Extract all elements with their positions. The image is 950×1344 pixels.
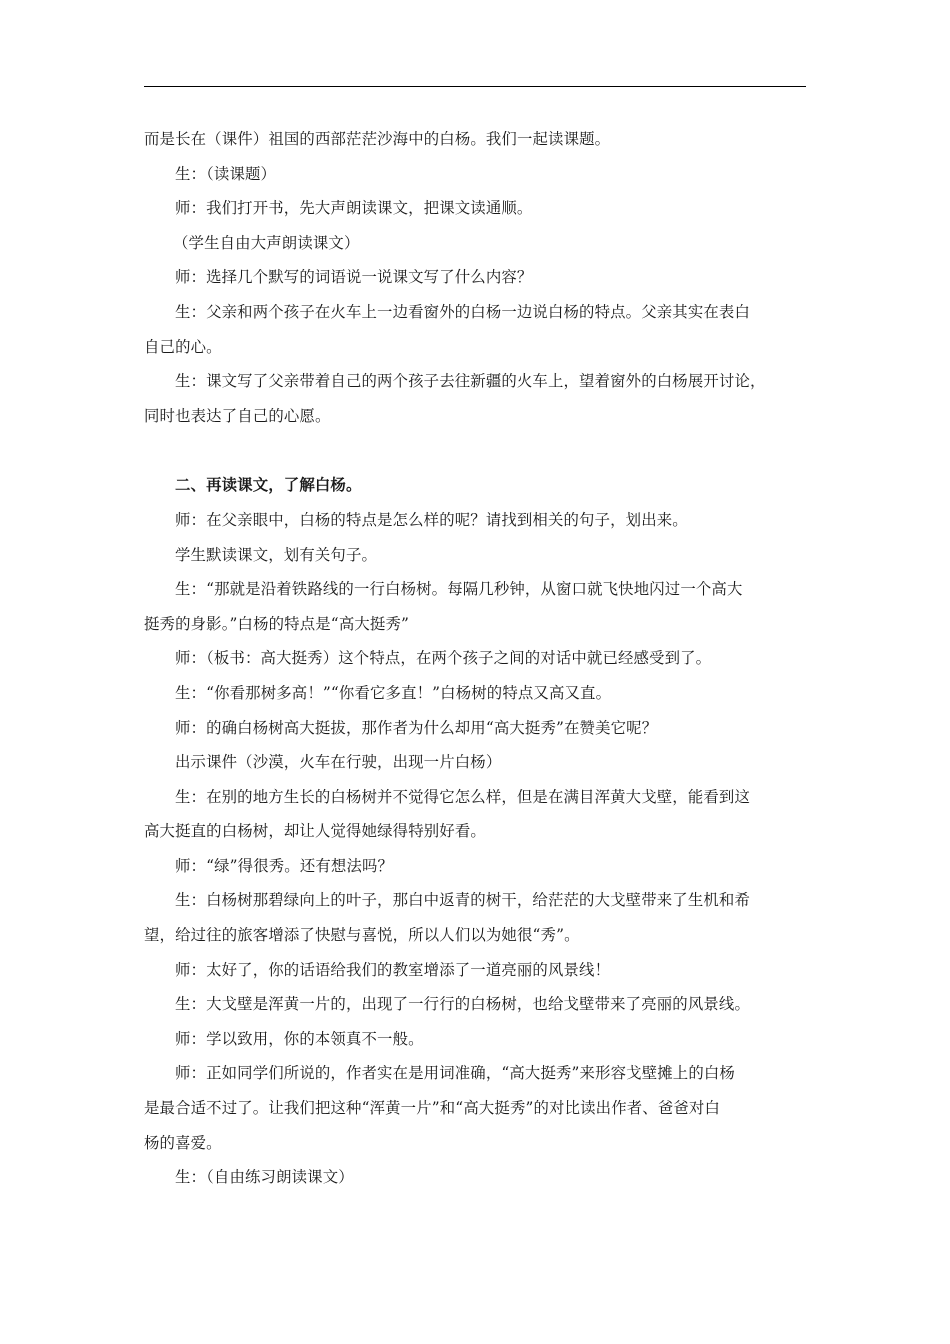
document-body (144, 122, 806, 1195)
paragraph-line: 出示课件（沙漠，火车在行驶，出现一片白杨） (175, 753, 502, 772)
paragraph-line: 望，给过往的旅客增添了快慰与喜悦，所以人们以为她很“秀”。 (144, 926, 580, 945)
header-rule (144, 86, 806, 87)
paragraph-line: 同时也表达了自己的心愿。 (144, 406, 331, 425)
paragraph-line: 师：太好了，你的话语给我们的教室增添了一道亮丽的风景线！ (175, 960, 611, 979)
paragraph-line: 师：（板书：高大挺秀）这个特点，在两个孩子之间的对话中就已经感受到了。 (175, 649, 712, 668)
paragraph-line: 师：的确白杨树高大挺拔，那作者为什么却用“高大挺秀”在赞美它呢？ (175, 718, 658, 737)
paragraph-line: 师：正如同学们所说的，作者实在是用词准确，“高大挺秀”来形容戈壁摊上的白杨 (175, 1064, 735, 1083)
paragraph-line: 师：学以致用，你的本领真不一般。 (175, 1029, 424, 1048)
paragraph-line: 师：我们打开书，先大声朗读课文，把课文读通顺。 (175, 199, 533, 218)
paragraph-line: 师：“绿”得很秀。还有想法吗？ (175, 856, 394, 875)
paragraph-line: 是最合适不过了。让我们把这种“浑黄一片”和“高大挺秀”的对比读出作者、爸爸对白 (144, 1099, 720, 1118)
paragraph-line: 生：父亲和两个孩子在火车上一边看窗外的白杨一边说白杨的特点。父亲其实在表白 (175, 302, 751, 321)
paragraph-line: 高大挺直的白杨树，却让人觉得她绿得特别好看。 (144, 822, 486, 841)
section-heading: 二、再读课文，了解白杨。 (175, 476, 362, 495)
paragraph-line: 生：“你看那树多高！”“你看它多直！”白杨树的特点又高又直。 (175, 683, 612, 702)
paragraph-line: 生：（读课题） (175, 164, 277, 183)
paragraph-line: 生：“那就是沿着铁路线的一行白杨树。每隔几秒钟，从窗口就飞快地闪过一个高大 (175, 580, 743, 599)
paragraph-line: 师：在父亲眼中，白杨的特点是怎么样的呢？请找到相关的句子，划出来。 (175, 510, 688, 529)
paragraph-line: 生：白杨树那碧绿向上的叶子，那白中返青的树干，给茫茫的大戈壁带来了生机和希 (175, 891, 751, 910)
paragraph-line: 师：选择几个默写的词语说一说课文写了什么内容？ (175, 268, 533, 287)
paragraph-line: 生：（自由练习朗读课文） (175, 1168, 354, 1187)
paragraph-line: 挺秀的身影。”白杨的特点是“高大挺秀” (144, 614, 410, 633)
paragraph-line: 而是长在（课件）祖国的西部茫茫沙海中的白杨。我们一起读课题。 (144, 130, 611, 148)
paragraph-line: 学生默读课文，划有关句子。 (175, 545, 378, 564)
paragraph-line: 杨的喜爱。 (144, 1133, 222, 1152)
paragraph-line: 生：大戈壁是浑黄一片的，出现了一行行的白杨树，也给戈壁带来了亮丽的风景线。 (175, 995, 751, 1014)
paragraph-line: 生：在别的地方生长的白杨树并不觉得它怎么样，但是在满目浑黄大戈壁，能看到这 (175, 787, 751, 806)
paragraph-line: 生：课文写了父亲带着自己的两个孩子去往新疆的火车上，望着窗外的白杨展开讨论， (175, 372, 766, 391)
paragraph-line: （学生自由大声朗读课文） (173, 233, 360, 252)
paragraph-line: 自己的心。 (144, 337, 222, 356)
section-gap (144, 433, 806, 468)
